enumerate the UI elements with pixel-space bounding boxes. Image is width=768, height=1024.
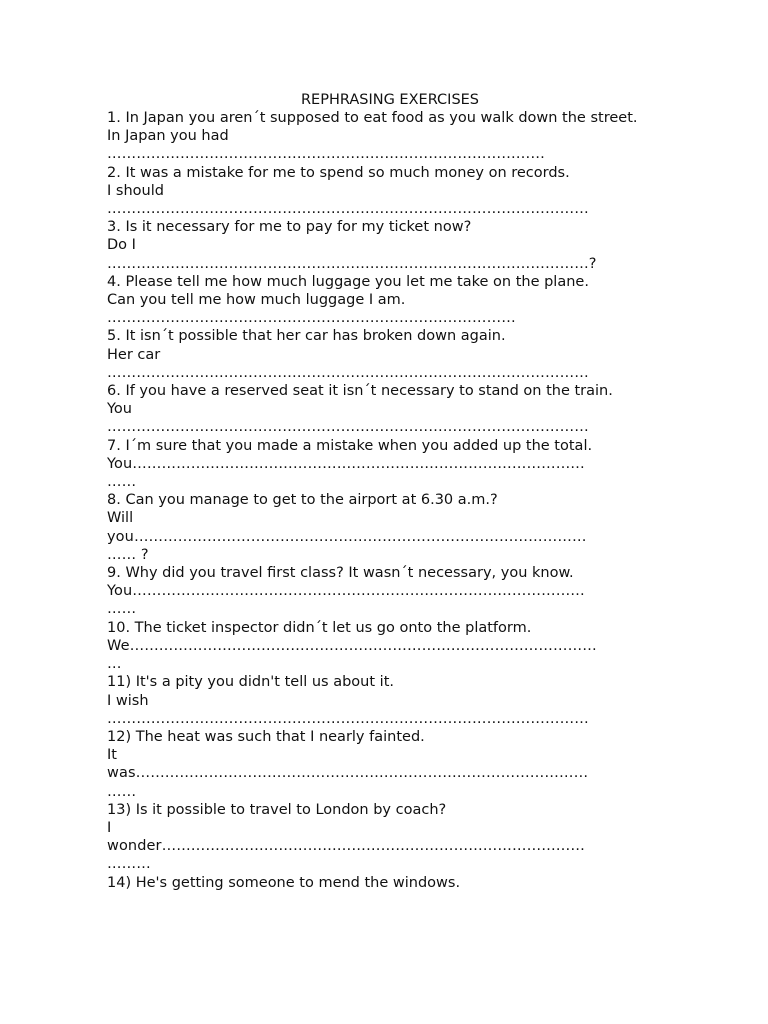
exercise-line: 5. It isn´t possible that her car has broken down again.	[107, 328, 506, 345]
answer-blank-line: ………	[107, 856, 151, 873]
exercise-line: You	[107, 401, 132, 418]
exercise-line: 9. Why did you travel first class? It wasn´t necessary, you know.	[107, 565, 574, 582]
exercise-list	[107, 109, 667, 892]
exercise-line: 11) It's a pity you didn't tell us about it.	[107, 674, 394, 691]
document-title: REPHRASING EXERCISES	[300, 92, 480, 108]
answer-blank-line: ………………………………………………………………………………………	[107, 364, 589, 381]
answer-blank-line: was…………………………………………………………………………………	[107, 765, 589, 782]
exercise-line: 6. If you have a reserved seat it isn´t necessary to stand on the train.	[107, 383, 613, 400]
document-page	[107, 90, 667, 892]
answer-blank-line: We……………………………………………………………………………………	[107, 637, 597, 654]
exercise-line: Do I	[107, 237, 136, 254]
exercise-line: Can you tell me how much luggage I am.	[107, 292, 406, 309]
answer-blank-line: …… ?	[107, 546, 149, 563]
exercise-line: 10. The ticket inspector didn´t let us go onto the platform.	[107, 619, 532, 636]
exercise-line: It	[107, 747, 117, 764]
answer-blank-line: You…………………………………………………………………………………	[107, 455, 585, 472]
answer-blank-line: …	[107, 656, 122, 673]
answer-blank-line: you…………………………………………………………………………………	[107, 528, 587, 545]
answer-blank-line: wonder……………………………………………………………………………	[107, 838, 586, 855]
answer-blank-line: ………………………………………………………………………………………	[107, 419, 589, 436]
answer-blank-line: ……	[107, 601, 137, 618]
exercise-line: 14) He's getting someone to mend the windows.	[107, 874, 461, 891]
exercise-line: 13) Is it possible to travel to London by coach?	[107, 801, 447, 818]
exercise-line: 4. Please tell me how much luggage you let me take on the plane.	[107, 273, 589, 290]
exercise-line: I should	[107, 182, 164, 199]
answer-blank-line: …………………………………………………………………………	[107, 310, 516, 327]
answer-blank-line: ………………………………………………………………………………………	[107, 710, 589, 727]
exercise-line: 8. Can you manage to get to the airport at 6.30 a.m.?	[107, 492, 498, 509]
answer-blank-line: ……	[107, 474, 137, 491]
answer-blank-line: ………………………………………………………………………………………	[107, 201, 589, 218]
exercise-line: Will	[107, 510, 134, 527]
exercise-line: 3. Is it necessary for me to pay for my ticket now?	[107, 219, 472, 236]
exercise-line: I	[107, 819, 112, 836]
exercise-line: 7. I´m sure that you made a mistake when you added up the total.	[107, 437, 593, 454]
exercise-line: 12) The heat was such that I nearly fainted.	[107, 728, 425, 745]
exercise-line: 1. In Japan you aren´t supposed to eat food as you walk down the street.	[107, 110, 638, 126]
answer-blank-line: ……	[107, 783, 137, 800]
exercise-line: In Japan you had	[107, 128, 229, 145]
exercise-line: 2. It was a mistake for me to spend so much money on records.	[107, 164, 570, 181]
answer-blank-line: ………………………………………………………………………………	[107, 146, 545, 163]
exercise-line: Her car	[107, 346, 161, 363]
answer-blank-line: You…………………………………………………………………………………	[107, 583, 585, 600]
exercise-line: I wish	[107, 692, 149, 709]
answer-blank-line: ………………………………………………………………………………………?	[107, 255, 597, 272]
